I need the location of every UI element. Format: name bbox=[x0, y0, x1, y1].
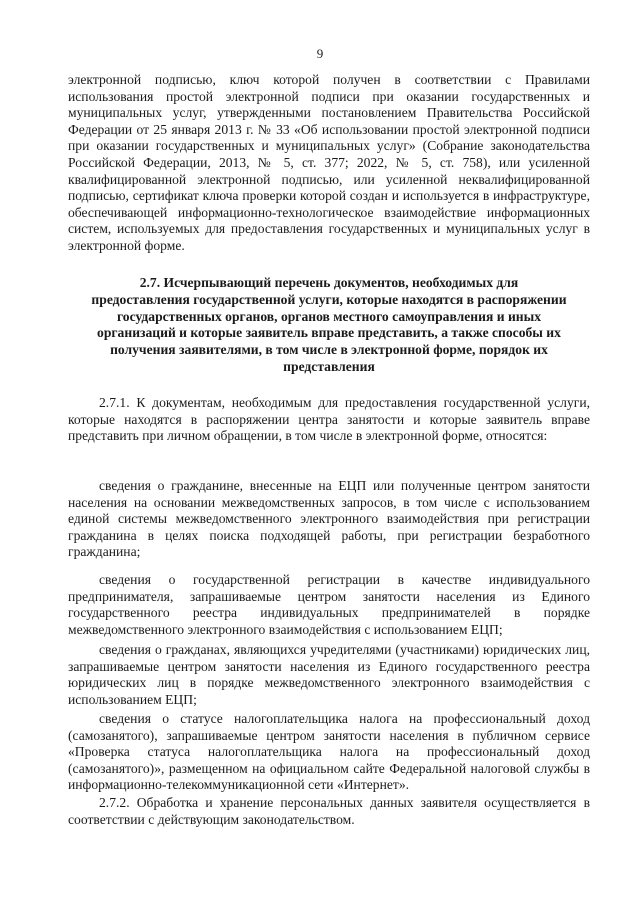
item-ip-block bbox=[68, 572, 590, 638]
heading-line: организаций и которые заявитель вправе представить, а также способы их bbox=[97, 325, 561, 341]
intro-paragraph-block bbox=[68, 72, 590, 255]
list-item: сведения о государственной регистрации в качестве индивидуального предпринимателя, запрашиваемые центром занятости населения из Единого государственного реестра индивидуальных предпринимателей в порядке межведомственного электронного взаимодействия с использованием ЕЦП; bbox=[68, 572, 590, 637]
section-heading-2-7 bbox=[64, 275, 594, 376]
heading-line: предоставления государственной услуги, которые находятся в распоряжении bbox=[91, 291, 567, 307]
heading-line: государственных органов, органов местного самоуправления и иных bbox=[116, 308, 542, 324]
heading-line: 2.7. Исчерпывающий перечень документов, необходимых для bbox=[139, 275, 519, 290]
item-founders-block bbox=[68, 642, 590, 708]
heading-line: получения заявителями, в том числе в электронной форме, порядок их bbox=[110, 342, 548, 358]
heading-line: представления bbox=[283, 358, 375, 374]
list-item: сведения о гражданах, являющихся учредителями (участниками) юридических лиц, запрашиваемые центром занятости населения из Единого государственного реестра юридических лиц в порядке межведомственного электронного взаимодействия с использованием ЕЦП; bbox=[68, 642, 590, 707]
item-ecp-block bbox=[68, 478, 590, 561]
list-item: сведения о статусе налогоплательщика налога на профессиональный доход (самозанятого), запрашиваемые центром занятости населения в публичном сервисе «Проверка статуса налогоплательщика налога на профессиональный доход (самозанятого)», размещенном на официальном сайте Федеральной налоговой службы в информационно-телекоммуникационной сети «Интернет». bbox=[68, 711, 590, 793]
paragraph-2-7-2-block bbox=[68, 795, 590, 828]
list-item: сведения о гражданине, внесенные на ЕЦП или полученные центром занятости населения на основании межведомственных запросов, в том числе с использованием единой системы межведомственного электронного взаимодействия при регистрации гражданина в целях поиска подходящей работы, при регистрации безработного гражданина; bbox=[68, 478, 590, 560]
paragraph-2-7-2: 2.7.2. Обработка и хранение персональных данных заявителя осуществляется в соответствии с действующим законодательством. bbox=[68, 795, 590, 827]
item-tax-block bbox=[68, 711, 590, 794]
paragraph-2-7-1-block bbox=[68, 395, 590, 445]
intro-paragraph: электронной подписью, ключ которой получен в соответствии с Правилами использования простой электронной подписи при оказании государственных и муниципальных услуг, утвержденными постановлением Правительства Российской Федерации от 25 января 2013 г. № 33 «Об использовании простой электронной подписи при оказании государственных и муниципальных услуг» (Собрание законодательства Российской Федерации, 2013, № 5, ст. 377; 2022, № 5, ст. 758), или усиленной квалифицированной электронной подписью, или усиленной неквалифицированной подписью, сертификат ключа проверки которой создан и используется в инфраструктуре, обеспечивающей информационно-технологическое взаимодействие информационных систем, используемых для предоставления государственных и муниципальных услуг в электронной форме. bbox=[68, 72, 590, 253]
page-number: 9 bbox=[316, 46, 324, 61]
paragraph-2-7-1: 2.7.1. К документам, необходимым для предоставления государственной услуги, которые находятся в распоряжении центра занятости и которые заявитель вправе представить при личном обращении, в том числе в электронной форме, относятся: bbox=[68, 395, 590, 444]
